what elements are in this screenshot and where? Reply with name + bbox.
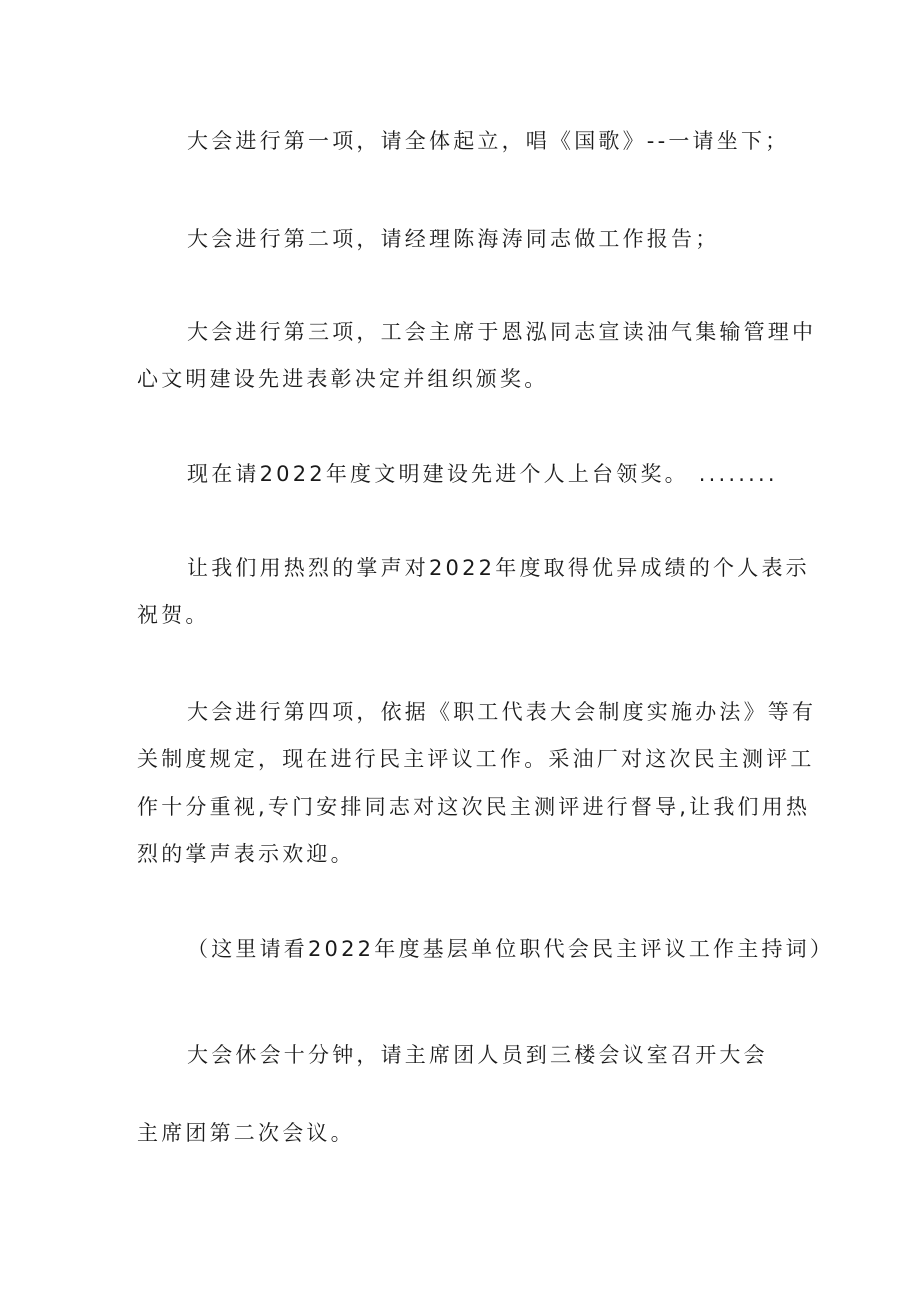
paragraph-item-6-line-4: 烈的掌声表示欢迎。	[137, 842, 355, 866]
paragraph-item-6-line-2: 关制度规定，现在进行民主评议工作。采油厂对这次民主测评工	[137, 747, 815, 771]
paragraph-item-6-line-3: 作十分重视,专门安排同志对这次民主测评进行督导,让我们用热	[137, 795, 811, 819]
paragraph-item-9-line-1: 主席团第二次会议。	[137, 1121, 355, 1145]
paragraph-item-3-line-2: 心文明建设先进表彰决定并组织颁奖。	[137, 367, 549, 391]
paragraph-item-8-line-1: 大会休会十分钟，请主席团人员到三楼会议室召开大会	[187, 1043, 768, 1067]
paragraph-item-5-line-1: 让我们用热烈的掌声对2022年度取得优异成绩的个人表示	[187, 556, 810, 580]
paragraph-item-6-line-1: 大会进行第四项，依据《职工代表大会制度实施办法》等有	[187, 700, 817, 724]
paragraph-item-4-line-1: 现在请2022年度文明建设先进个人上台领奖。 ........	[187, 462, 778, 486]
paragraph-item-5-line-2: 祝贺。	[137, 603, 210, 627]
paragraph-item-3-line-1: 大会进行第三项，工会主席于恩泓同志宣读油气集输管理中	[187, 320, 817, 344]
paragraph-item-7-line-1: （这里请看2022年度基层单位职代会民主评议工作主持词）	[187, 937, 835, 961]
paragraph-item-2-line-1: 大会进行第二项，请经理陈海涛同志做工作报告；	[187, 227, 720, 251]
paragraph-item-1-line-1: 大会进行第一项，请全体起立，唱《国歌》--一请坐下；	[187, 129, 790, 153]
